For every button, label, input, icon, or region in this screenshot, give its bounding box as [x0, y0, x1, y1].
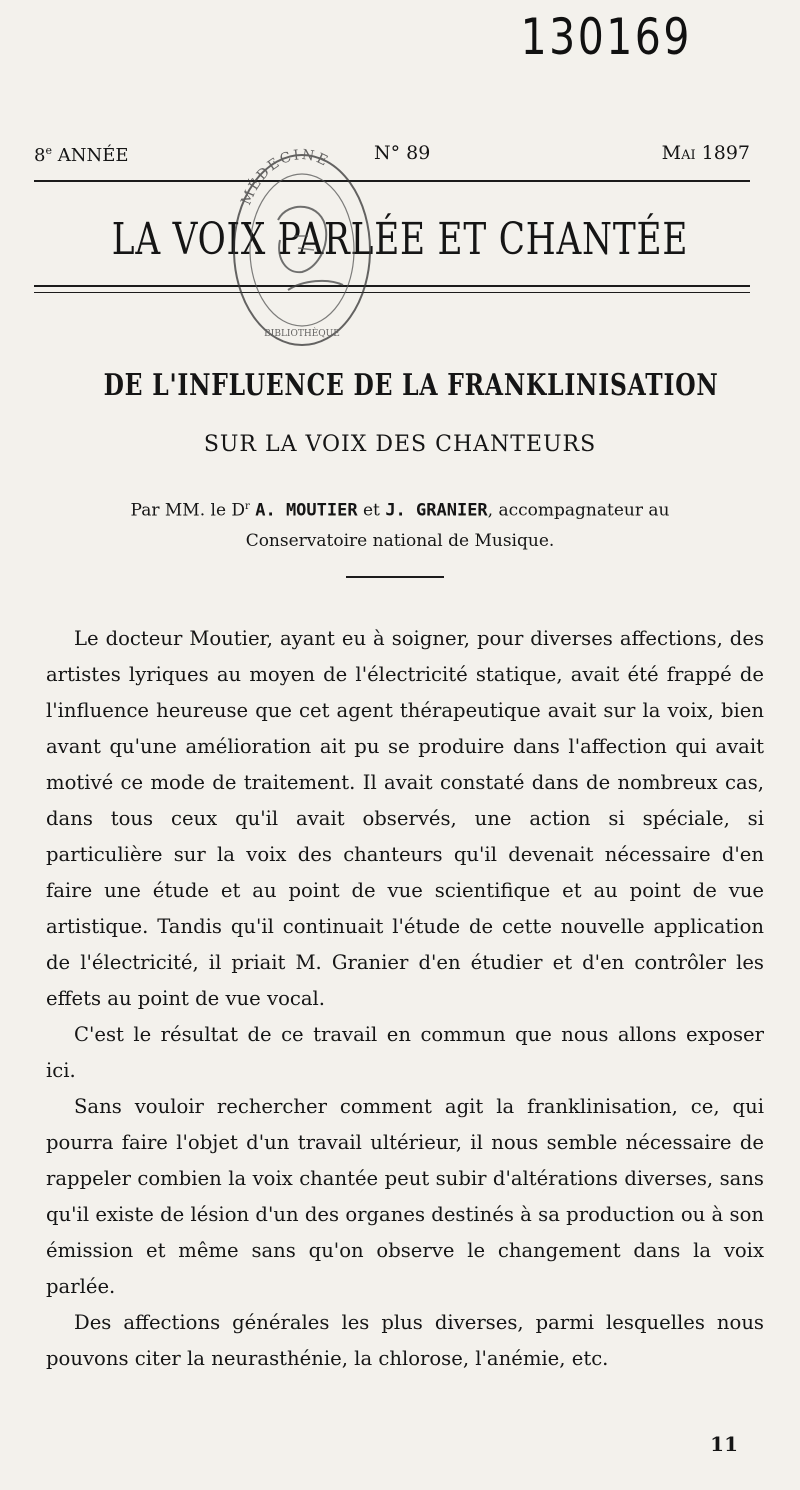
- year-word: ANNÉE: [57, 145, 129, 166]
- seal-bottom-text: BIBLIOTHÈQUE: [264, 329, 340, 339]
- byline-line-1: [40, 492, 760, 526]
- journal-title: LA VOIX PARLÉE ET CHANTÉE: [111, 214, 689, 265]
- masthead-rule-bottom-1: [34, 285, 750, 287]
- year-number: 8: [34, 145, 46, 166]
- author-granier: J. GRANIER: [385, 500, 488, 521]
- page-number: 11: [710, 1432, 738, 1456]
- archive-stamp-number: 130169: [520, 8, 692, 66]
- article-subtitle: SUR LA VOIX DES CHANTEURS: [203, 432, 597, 457]
- article-title: DE L'INFLUENCE DE LA FRANKLINISATION: [103, 368, 719, 403]
- masthead-rule-bottom-2: [34, 292, 750, 293]
- paragraph: C'est le résultat de ce travail en commun que nous allons exposer ici.: [46, 1023, 764, 1082]
- year-suffix: e: [45, 144, 52, 157]
- section-separator: [346, 576, 444, 578]
- masthead-rule-top: [34, 180, 750, 182]
- library-seal-icon: [228, 140, 376, 350]
- seal-text: MÉDECINE: [238, 146, 332, 208]
- paragraph: Sans vouloir rechercher comment agit la franklinisation, ce, qui pourra faire l'objet d'un travail ultérieur, il nous semble nécessaire de rappeler combien la voix chantée peut subir d'altérations diverses, sans qu'il existe de lésion d'un des organes destinés à sa production ou à son émission et même sans qu'on observe le changement dans la voix parlée.: [46, 1095, 764, 1298]
- paragraph: Le docteur Moutier, ayant eu à soigner, pour diverses affections, des artistes lyriques au moyen de l'électricité statique, avait été frappé de l'influence heureuse que cet agent thérapeutique avait sur la voix, bien avant qu'une amélioration ait pu se produire dans l'affection qui avait motivé ce mode de traitement. Il avait constaté dans de nombreux cas, dans tous ceux qu'il avait observés, une action si spéciale, si particulière sur la voix des chanteurs qu'il devenait nécessaire d'en faire une étude et au point de vue scientifique et au point de vue artistique. Tandis qu'il continuait l'étude de cette nouvelle application de l'électricité, il priait M. Granier d'en étudier et d'en contrôler les effets au point de vue vocal.: [46, 627, 764, 1010]
- doctor-suffix: r: [245, 501, 250, 512]
- byline-and: et: [363, 500, 380, 521]
- year-label: [34, 144, 128, 166]
- issue-date: Mai 1897: [661, 142, 750, 164]
- author-role: , accompagnateur au: [487, 500, 670, 521]
- byline-prefix: Par MM. le D: [130, 500, 246, 521]
- paragraph: Des affections générales les plus diverses, parmi lesquelles nous pouvons citer la neurasthénie, la chlorose, l'anémie, etc.: [46, 1311, 764, 1370]
- byline-line-2: Conservatoire national de Musique.: [245, 530, 555, 551]
- masthead-row: [34, 142, 750, 172]
- issue-number: N° 89: [374, 142, 431, 164]
- article-body: [46, 621, 764, 1377]
- byline: [40, 492, 760, 556]
- author-moutier: A. MOUTIER: [255, 500, 358, 521]
